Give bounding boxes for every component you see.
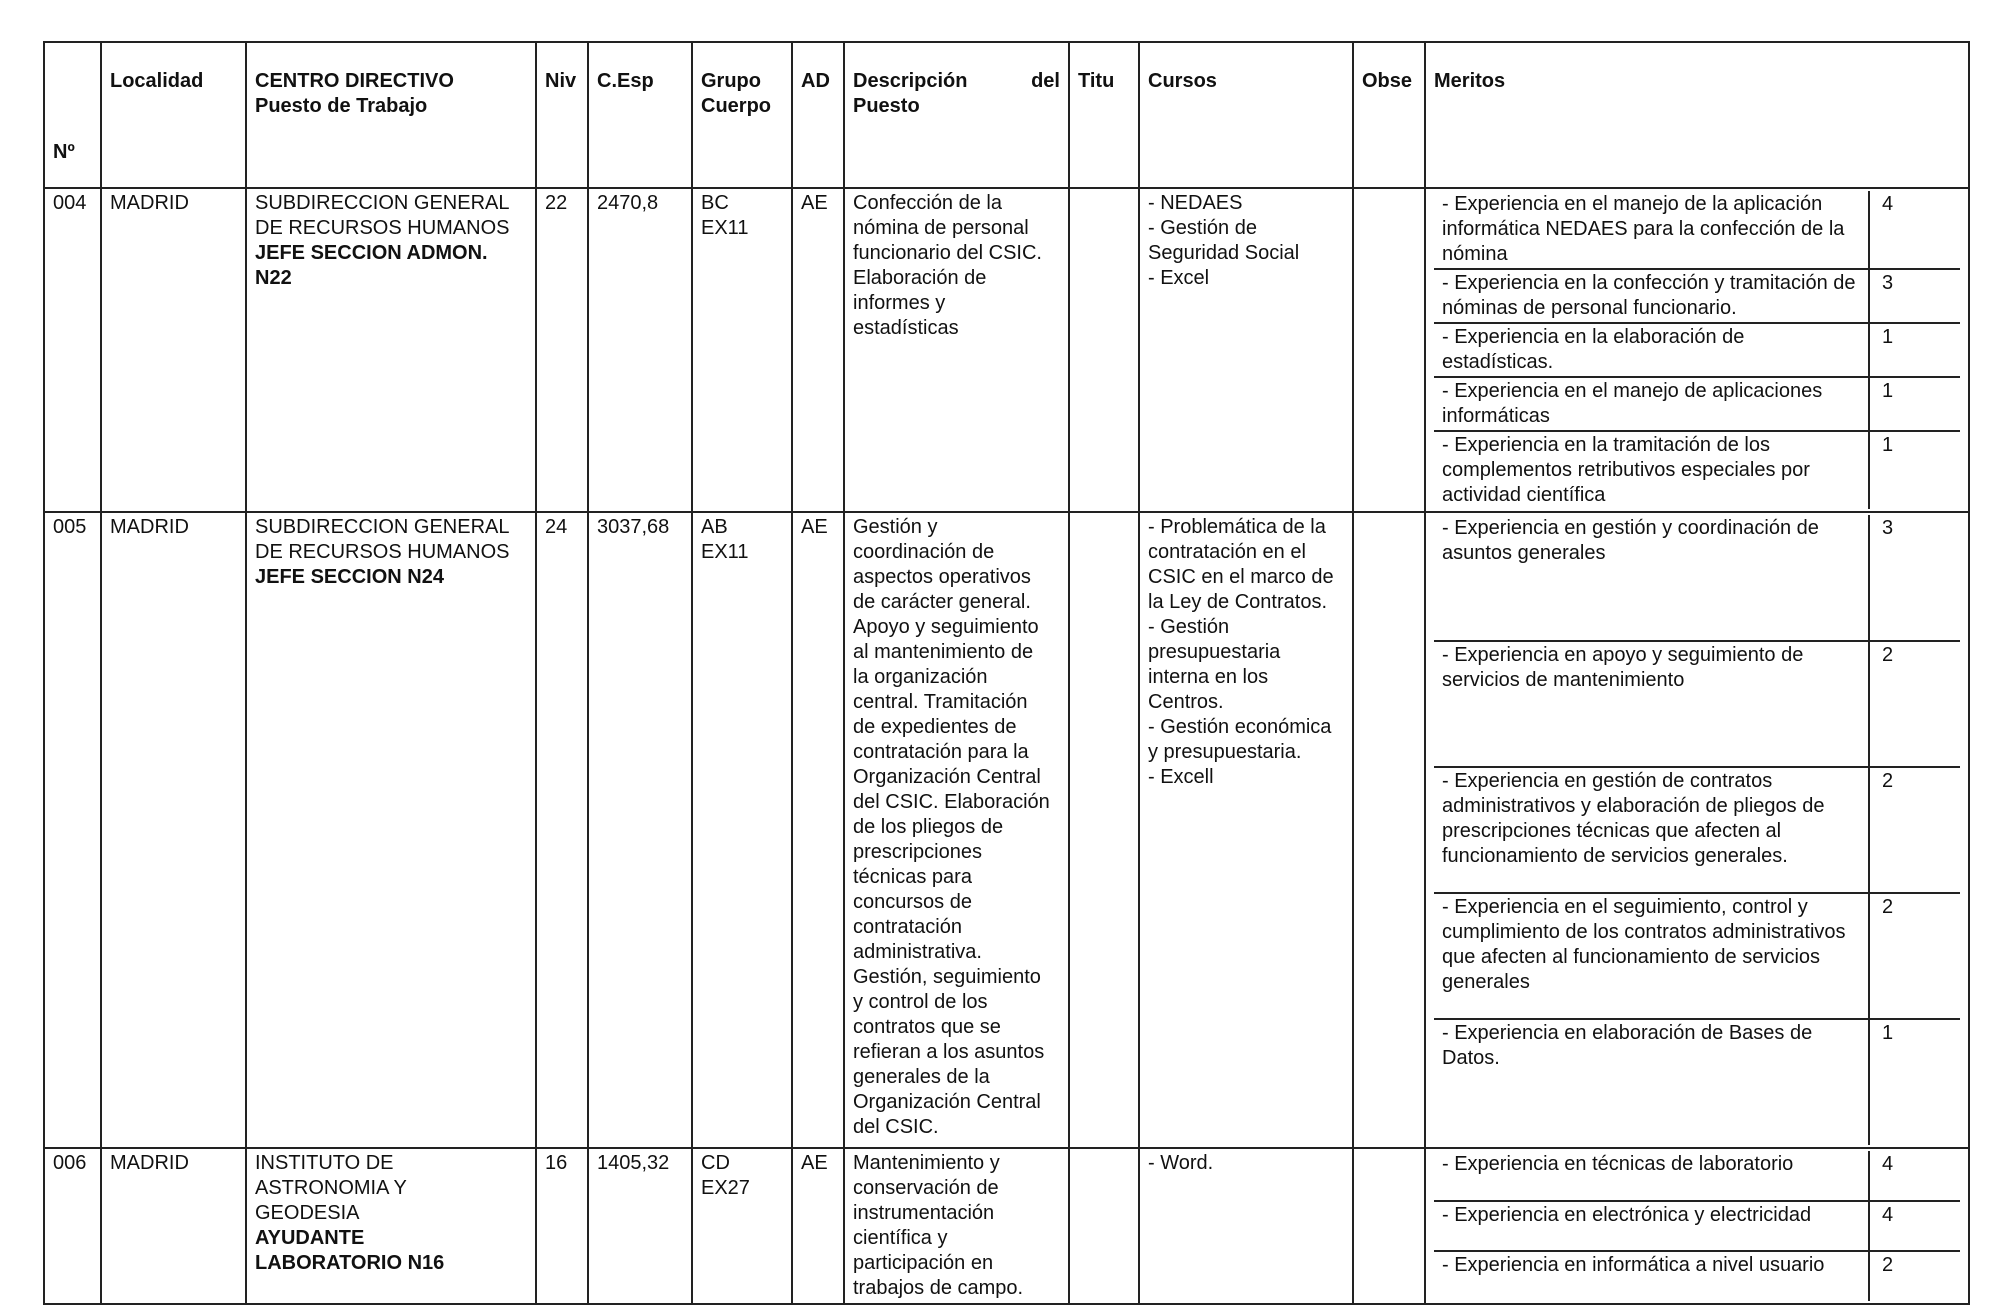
header-ad: AD bbox=[792, 42, 844, 188]
table-row bbox=[44, 512, 1969, 1148]
adscripcion: AE bbox=[792, 188, 844, 512]
header-cuerpo: Cuerpo bbox=[701, 95, 771, 117]
complemento-especifico: 1405,32 bbox=[588, 1148, 692, 1304]
centro-directivo-line: SUBDIRECCION GENERAL bbox=[255, 516, 510, 538]
descripcion-puesto-line: estadísticas bbox=[853, 317, 959, 339]
header-localidad: Localidad bbox=[101, 42, 246, 188]
merito-row bbox=[1434, 767, 1960, 893]
merito-points: 3 bbox=[1869, 515, 1960, 641]
descripcion-puesto-line: funcionario del CSIC. bbox=[853, 242, 1042, 264]
descripcion-puesto-line: Organización Central bbox=[853, 1091, 1041, 1113]
cursos bbox=[1139, 188, 1353, 512]
merito-points: 2 bbox=[1869, 893, 1960, 1019]
descripcion-puesto-line: aspectos operativos bbox=[853, 566, 1031, 588]
cursos-line: - Excell bbox=[1148, 766, 1214, 788]
centro-directivo-line: GEODESIA bbox=[255, 1202, 360, 1224]
cursos-line: - Problemática de la bbox=[1148, 516, 1326, 538]
cursos-line: CSIC en el marco de bbox=[1148, 566, 1334, 588]
header-centro-line2: Puesto de Trabajo bbox=[255, 95, 428, 117]
adscripcion: AE bbox=[792, 1148, 844, 1304]
descripcion-puesto-line: Organización Central bbox=[853, 766, 1041, 788]
meritos-cell bbox=[1425, 512, 1969, 1148]
nivel: 16 bbox=[536, 1148, 588, 1304]
observaciones bbox=[1353, 1148, 1425, 1304]
merito-text: - Experiencia en el manejo de aplicaciones informáticas bbox=[1434, 377, 1869, 431]
descripcion-puesto-line: la organización bbox=[853, 666, 988, 688]
merito-row bbox=[1434, 893, 1960, 1019]
meritos-table bbox=[1434, 515, 1960, 1145]
header-centro-line1: CENTRO DIRECTIVO bbox=[255, 70, 454, 92]
meritos-table bbox=[1434, 191, 1960, 509]
descripcion-puesto bbox=[844, 1148, 1069, 1304]
merito-text: - Experiencia en gestión y coordinación de asuntos generales bbox=[1434, 515, 1869, 641]
descripcion-puesto-line: administrativa. bbox=[853, 941, 982, 963]
cursos-line: - Word. bbox=[1148, 1152, 1214, 1174]
merito-text: - Experiencia en el manejo de la aplicación informática NEDAES para la confección de la nómina bbox=[1434, 191, 1869, 269]
cursos-line: - Gestión de bbox=[1148, 217, 1257, 239]
titulacion bbox=[1069, 188, 1139, 512]
grupo-value: AB bbox=[701, 516, 728, 538]
cursos bbox=[1139, 512, 1353, 1148]
observaciones bbox=[1353, 512, 1425, 1148]
row-number: 004 bbox=[44, 188, 101, 512]
merito-points: 4 bbox=[1869, 1201, 1960, 1251]
descripcion-puesto-line: Elaboración de bbox=[853, 267, 987, 289]
grupo-cuerpo bbox=[692, 188, 792, 512]
cursos-line: - Excel bbox=[1148, 267, 1210, 289]
descripcion-puesto-line: conservación de bbox=[853, 1177, 999, 1199]
descripcion-puesto-line: Gestión y bbox=[853, 516, 938, 538]
observaciones bbox=[1353, 188, 1425, 512]
descripcion-puesto-line: Apoyo y seguimiento bbox=[853, 616, 1039, 638]
merito-row bbox=[1434, 431, 1960, 509]
centro-directivo bbox=[246, 512, 536, 1148]
table-row bbox=[44, 1148, 1969, 1304]
header-titu: Titu bbox=[1069, 42, 1139, 188]
merito-row bbox=[1434, 377, 1960, 431]
merito-points: 1 bbox=[1869, 377, 1960, 431]
descripcion-puesto-line: del CSIC. bbox=[853, 1116, 939, 1138]
merito-text: - Experiencia en la elaboración de estadísticas. bbox=[1434, 323, 1869, 377]
merito-points: 2 bbox=[1869, 1251, 1960, 1301]
header-cursos: Cursos bbox=[1139, 42, 1353, 188]
centro-directivo-line: DE RECURSOS HUMANOS bbox=[255, 541, 510, 563]
merito-row bbox=[1434, 1019, 1960, 1145]
document-page bbox=[43, 41, 1970, 1305]
adscripcion: AE bbox=[792, 512, 844, 1148]
merito-row bbox=[1434, 1201, 1960, 1251]
descripcion-puesto-line: concursos de bbox=[853, 891, 972, 913]
table-header-row bbox=[44, 42, 1969, 188]
header-cesp: C.Esp bbox=[588, 42, 692, 188]
merito-row bbox=[1434, 641, 1960, 767]
table-body bbox=[44, 188, 1969, 1304]
header-meritos: Meritos bbox=[1425, 42, 1969, 188]
header-no: Nº bbox=[44, 42, 101, 188]
puesto-de-trabajo-line: JEFE SECCION N24 bbox=[255, 566, 444, 588]
merito-points: 3 bbox=[1869, 269, 1960, 323]
descripcion-puesto-line: al mantenimiento de bbox=[853, 641, 1034, 663]
puesto-de-trabajo-line: LABORATORIO N16 bbox=[255, 1252, 445, 1274]
cursos-line: Seguridad Social bbox=[1148, 242, 1300, 264]
descripcion-puesto-line: de expedientes de bbox=[853, 716, 1017, 738]
merito-row bbox=[1434, 515, 1960, 641]
complemento-especifico: 2470,8 bbox=[588, 188, 692, 512]
puesto-de-trabajo-line: AYUDANTE bbox=[255, 1227, 365, 1249]
descripcion-puesto-line: generales de la bbox=[853, 1066, 990, 1088]
descripcion-puesto-line: técnicas para bbox=[853, 866, 972, 888]
descripcion-puesto-line: de los pliegos de bbox=[853, 816, 1004, 838]
descripcion-puesto-line: contratación para la bbox=[853, 741, 1029, 763]
cursos-line: y presupuestaria. bbox=[1148, 741, 1302, 763]
merito-points: 1 bbox=[1869, 431, 1960, 509]
descripcion-puesto-line: coordinación de bbox=[853, 541, 995, 563]
descripcion-puesto-line: instrumentación bbox=[853, 1202, 995, 1224]
merito-text: - Experiencia en gestión de contratos administrativos y elaboración de pliegos de prescripciones técnicas que afecten al funcionamiento de servicios generales. bbox=[1434, 767, 1869, 893]
merito-points: 1 bbox=[1869, 323, 1960, 377]
cursos-line: contratación en el bbox=[1148, 541, 1306, 563]
nivel: 22 bbox=[536, 188, 588, 512]
merito-points: 2 bbox=[1869, 767, 1960, 893]
cursos-line: la Ley de Contratos. bbox=[1148, 591, 1327, 613]
descripcion-puesto-line: participación en bbox=[853, 1252, 994, 1274]
descripcion-puesto-line: prescripciones bbox=[853, 841, 982, 863]
descripcion-puesto-line: informes y bbox=[853, 292, 946, 314]
cuerpo-value: EX27 bbox=[701, 1177, 750, 1199]
merito-row bbox=[1434, 323, 1960, 377]
centro-directivo bbox=[246, 1148, 536, 1304]
cursos-line: - NEDAES bbox=[1148, 192, 1243, 214]
merito-points: 4 bbox=[1869, 1151, 1960, 1201]
puesto-de-trabajo-line: N22 bbox=[255, 267, 292, 289]
header-desc-word1: Descripción bbox=[853, 70, 968, 92]
grupo-cuerpo bbox=[692, 512, 792, 1148]
merito-row bbox=[1434, 269, 1960, 323]
puesto-de-trabajo-line: JEFE SECCION ADMON. bbox=[255, 242, 488, 264]
descripcion-puesto-line: refieran a los asuntos bbox=[853, 1041, 1045, 1063]
merito-text: - Experiencia en informática a nivel usuario bbox=[1442, 1254, 1825, 1276]
meritos-cell bbox=[1425, 1148, 1969, 1304]
header-niv: Niv bbox=[536, 42, 588, 188]
cuerpo-value: EX11 bbox=[701, 541, 749, 563]
header-centro-directivo bbox=[246, 42, 536, 188]
merito-text: - Experiencia en elaboración de Bases de Datos. bbox=[1442, 1022, 1813, 1069]
descripcion-puesto-line: Confección de la bbox=[853, 192, 1002, 214]
table-row bbox=[44, 188, 1969, 512]
titulacion bbox=[1069, 512, 1139, 1148]
merito-text: - Experiencia en el seguimiento, control y cumplimiento de los contratos administrativos que afecten al funcionamiento de servicios generales bbox=[1434, 893, 1869, 1019]
descripcion-puesto-line: y control de los bbox=[853, 991, 988, 1013]
row-number: 005 bbox=[44, 512, 101, 1148]
merito-text: - Experiencia en electrónica y electricidad bbox=[1434, 1201, 1869, 1251]
header-obse: Obse bbox=[1353, 42, 1425, 188]
merito-points: 2 bbox=[1869, 641, 1960, 767]
centro-directivo-line: DE RECURSOS HUMANOS bbox=[255, 217, 510, 239]
complemento-especifico: 3037,68 bbox=[588, 512, 692, 1148]
merito-text: - Experiencia en apoyo y seguimiento de servicios de mantenimiento bbox=[1434, 641, 1869, 767]
cursos-line: - Gestión bbox=[1148, 616, 1230, 638]
descripcion-puesto bbox=[844, 188, 1069, 512]
merito-text: - Experiencia en la confección y tramitación de nóminas de personal funcionario. bbox=[1434, 269, 1869, 323]
localidad: MADRID bbox=[101, 188, 246, 512]
descripcion-puesto-line: de carácter general. bbox=[853, 591, 1031, 613]
cursos-line: Centros. bbox=[1148, 691, 1224, 713]
cursos-line: - Gestión económica bbox=[1148, 716, 1332, 738]
merito-points: 1 bbox=[1869, 1019, 1960, 1145]
descripcion-puesto-line: Mantenimiento y bbox=[853, 1152, 1000, 1174]
row-number: 006 bbox=[44, 1148, 101, 1304]
descripcion-puesto bbox=[844, 512, 1069, 1148]
header-desc-line2: Puesto bbox=[853, 95, 920, 117]
grupo-value: BC bbox=[701, 192, 729, 214]
descripcion-puesto-line: científica y bbox=[853, 1227, 948, 1249]
cuerpo-value: EX11 bbox=[701, 217, 749, 239]
meritos-table bbox=[1434, 1151, 1960, 1301]
descripcion-puesto-line: del CSIC. Elaboración bbox=[853, 791, 1050, 813]
descripcion-puesto-line: contratos que se bbox=[853, 1016, 1001, 1038]
descripcion-puesto-line: central. Tramitación bbox=[853, 691, 1028, 713]
header-grupo-cuerpo bbox=[692, 42, 792, 188]
nivel: 24 bbox=[536, 512, 588, 1148]
merito-points: 4 bbox=[1869, 191, 1960, 269]
descripcion-puesto-line: trabajos de campo. bbox=[853, 1277, 1024, 1299]
merito-text: - Experiencia en la tramitación de los complementos retributivos especiales por actividad científica bbox=[1442, 434, 1810, 506]
centro-directivo-line: SUBDIRECCION GENERAL bbox=[255, 192, 510, 214]
grupo-value: CD bbox=[701, 1152, 730, 1174]
header-desc-word2: del bbox=[1031, 70, 1060, 92]
centro-directivo-line: ASTRONOMIA Y bbox=[255, 1177, 407, 1199]
grupo-cuerpo bbox=[692, 1148, 792, 1304]
merito-text: - Experiencia en técnicas de laboratorio bbox=[1434, 1151, 1869, 1201]
merito-row bbox=[1434, 1151, 1960, 1201]
centro-directivo bbox=[246, 188, 536, 512]
cursos bbox=[1139, 1148, 1353, 1304]
cursos-line: presupuestaria bbox=[1148, 641, 1281, 663]
header-grupo: Grupo bbox=[701, 70, 761, 92]
merito-row bbox=[1434, 191, 1960, 269]
descripcion-puesto-line: nómina de personal bbox=[853, 217, 1029, 239]
cursos-line: interna en los bbox=[1148, 666, 1269, 688]
descripcion-puesto-line: contratación bbox=[853, 916, 962, 938]
localidad: MADRID bbox=[101, 1148, 246, 1304]
job-positions-table bbox=[43, 41, 1970, 1305]
descripcion-puesto-line: Gestión, seguimiento bbox=[853, 966, 1041, 988]
centro-directivo-line: INSTITUTO DE bbox=[255, 1152, 394, 1174]
meritos-cell bbox=[1425, 188, 1969, 512]
titulacion bbox=[1069, 1148, 1139, 1304]
header-descripcion bbox=[844, 42, 1069, 188]
localidad: MADRID bbox=[101, 512, 246, 1148]
merito-row bbox=[1434, 1251, 1960, 1301]
